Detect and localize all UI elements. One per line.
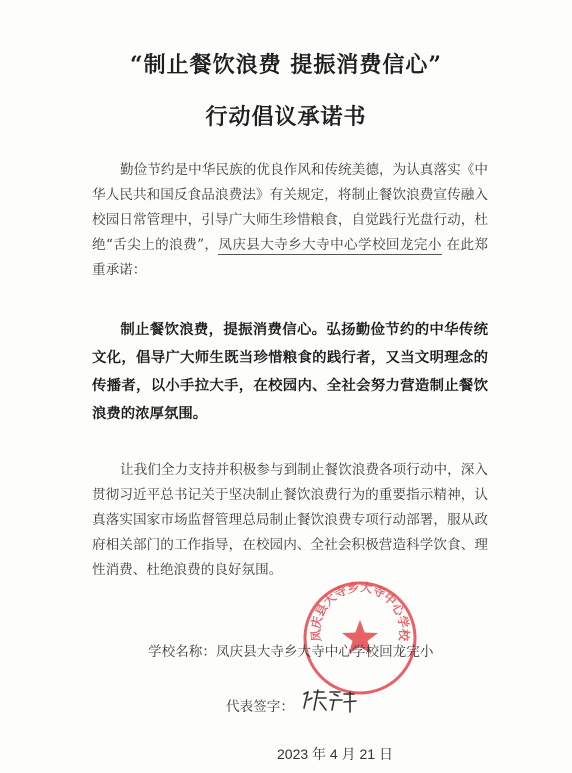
paragraph-pledge (92, 316, 488, 428)
intro-text: 勤俭节约是中华民族的优良作风和传统美德，为认真落实《中华人民共和国反食品浪费法》有关规定，将制止餐饮浪费宣传融入校园日常管理中，引导广大师生珍惜粮食，自觉践行光盘行动，杜绝“舌尖上的浪费”， (92, 162, 488, 253)
school-name-line: 学校名称：凤庆县大寺乡大寺中心学校回龙完小 (148, 644, 434, 660)
representative-label: 代表签字： (226, 699, 294, 715)
paragraph-action (92, 458, 488, 583)
document-date: 2023 年 4 月 21 日 (277, 746, 393, 762)
document-subtitle: 行动倡议承诺书 (205, 104, 367, 130)
pledge-text: 制止餐饮浪费，提振消费信心。弘扬勤俭节约的中华传统文化，倡导广大师生既当珍惜粮食的践行者，又当文明理念的传播者，以小手拉大手，在校园内、全社会努力营造制止餐饮浪费的浓厚氛围。 (92, 321, 488, 422)
intro-tail: 在此郑重承诺： (92, 237, 489, 278)
action-text: 让我们全力支持并积极参与到制止餐饮浪费各项行动中，深入贯彻习近平总书记关于坚决制止餐饮浪费行为的重要指示精神，认真落实国家市场监督管理总局制止餐饮浪费专项行动部署，服从政府相关部门的工作指导，在校园内、全社会积极营造科学饮食、理性消费、杜绝浪费的良好氛围。 (92, 462, 488, 578)
school-name-underlined: 凤庆县大寺乡大寺中心学校回龙完小 (218, 237, 442, 253)
svg-text:凤庆县大寺乡大寺中心学校: 凤庆县大寺乡大寺中心学校 (308, 580, 412, 643)
official-seal-stamp (300, 578, 420, 698)
handwritten-signature (300, 686, 360, 716)
paragraph-intro (92, 158, 488, 283)
document-title: “制止餐饮浪费 提振消费信心” (130, 52, 442, 78)
